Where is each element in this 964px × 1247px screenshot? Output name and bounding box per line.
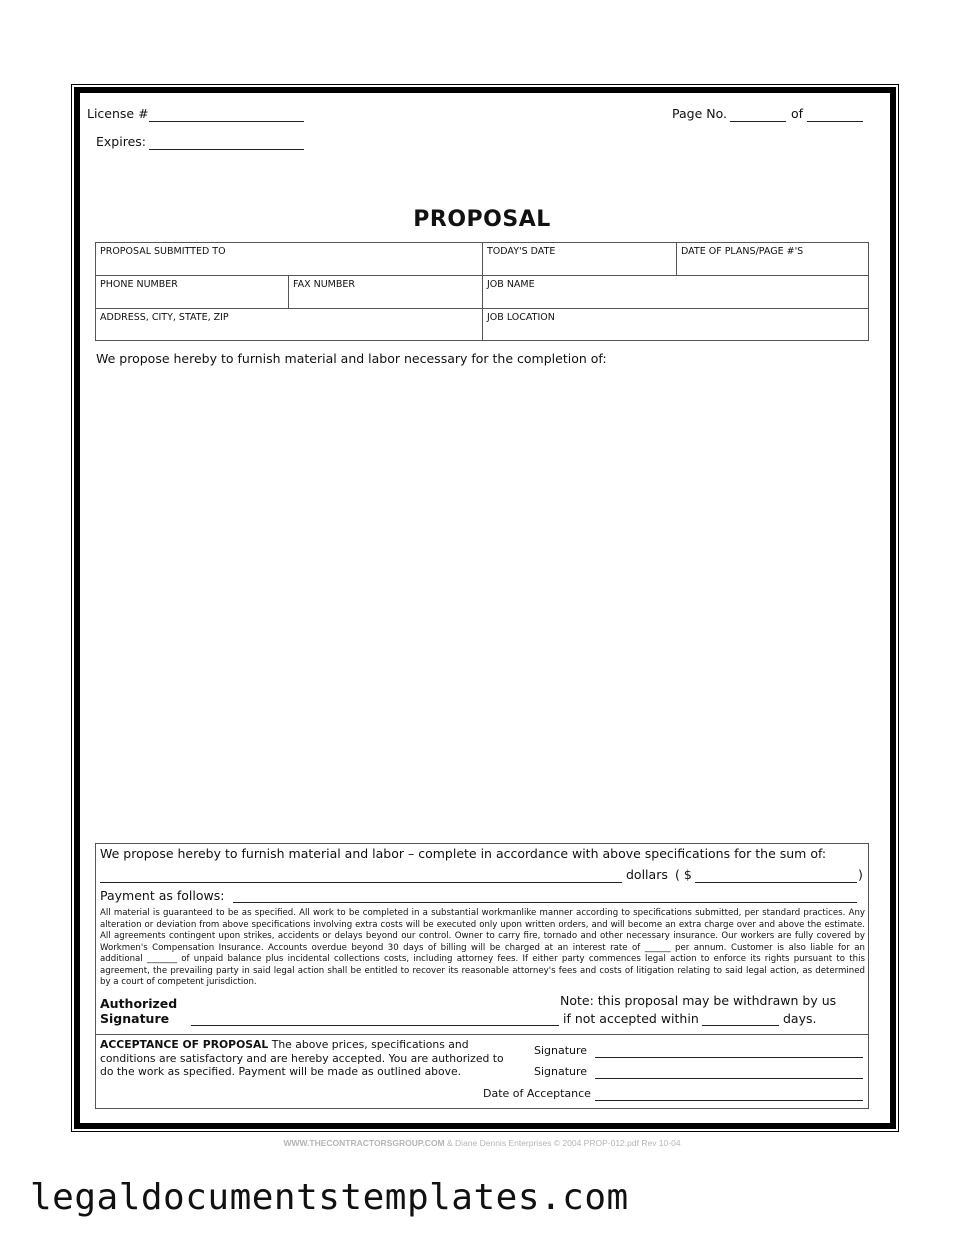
address-label: ADDRESS, CITY, STATE, ZIP	[100, 312, 229, 323]
job-name-cell[interactable]	[482, 275, 869, 309]
acceptance-heading: ACCEPTANCE OF PROPOSAL	[100, 1038, 269, 1051]
phone-cell[interactable]	[95, 275, 289, 309]
of-label: of	[791, 106, 804, 121]
signature-label-1: Signature	[534, 1044, 588, 1057]
authorized-label-1: Authorized	[100, 996, 178, 1011]
job-name-label: JOB NAME	[487, 279, 535, 290]
date-of-acceptance-label: Date of Acceptance	[483, 1087, 591, 1100]
dollar-open: ( $	[675, 867, 692, 882]
footer-site: WWW.THECONTRACTORSGROUP.COM	[283, 1138, 445, 1148]
days-field[interactable]	[702, 1025, 779, 1026]
license-field[interactable]	[149, 121, 304, 122]
submitted-to-label: PROPOSAL SUBMITTED TO	[100, 246, 226, 257]
signature-label-2: Signature	[534, 1065, 588, 1078]
payment-field[interactable]	[233, 902, 857, 903]
license-label: License #	[87, 106, 149, 121]
authorized-signature-field[interactable]	[191, 1025, 559, 1026]
expires-field[interactable]	[149, 149, 304, 150]
job-location-label: JOB LOCATION	[487, 312, 555, 323]
page-no-field[interactable]	[730, 121, 786, 122]
payment-label: Payment as follows:	[100, 888, 225, 903]
acceptance-text: The above prices, specifications and conditions are satisfactory and are hereby accepted. You are authorized to do the work as specified. Payment will be made as outlined above.	[100, 1038, 504, 1078]
page-title: PROPOSAL	[413, 207, 551, 232]
customer-signature-2-field[interactable]	[595, 1078, 863, 1079]
date-of-plans-cell[interactable]	[676, 242, 869, 276]
fax-cell[interactable]	[288, 275, 483, 309]
work-description-area[interactable]	[95, 372, 869, 837]
fax-label: FAX NUMBER	[293, 279, 355, 290]
dollars-label: dollars	[626, 867, 668, 882]
job-location-cell[interactable]	[482, 308, 869, 341]
terms-text: All material is guaranteed to be as specified. All work to be completed in a substantial workmanlike manner according to specifications submitted, per standard practices. Any alteration or deviation from above specifications involving extra costs will be executed only upon written orders, and will become an extra charge over and above the estimate. All agreements contingent upon strikes, accidents or delays beyond our control. Owner to carry fire, tornado and other necessary insurance. Our workers are fully covered by Workmen's Compensation Insurance. Accounts overdue beyond 30 days of billing will be charged at an interest rate of ______ per annum. Customer is also liable for an additional _______ of unpaid balance plus incidental collections costs, including attorney fees. If either party commences legal action to enforce its rights pursuant to this agreement, the prevailing party in said legal action shall be entitled to recover its reasonable attorney's fees and costs of litigation relating to said legal action, as determined by a court of competent jurisdiction.	[100, 908, 865, 987]
sum-words-field[interactable]	[100, 882, 622, 883]
expires-label: Expires:	[96, 134, 146, 149]
page-total-field[interactable]	[807, 121, 863, 122]
date-of-acceptance-field[interactable]	[595, 1100, 863, 1101]
footer-rest: & Diane Dennis Enterprises © 2004 PROP-012.pdf Rev 10-04	[447, 1138, 681, 1148]
intro-text: We propose hereby to furnish material and labor necessary for the completion of:	[96, 351, 607, 366]
phone-label: PHONE NUMBER	[100, 279, 178, 290]
customer-signature-1-field[interactable]	[595, 1057, 863, 1058]
todays-date-cell[interactable]	[482, 242, 677, 276]
submitted-to-cell[interactable]	[95, 242, 483, 276]
footer	[0, 1138, 964, 1148]
acceptance-divider	[95, 1034, 869, 1035]
todays-date-label: TODAY'S DATE	[487, 246, 556, 257]
dollar-close: )	[858, 867, 863, 882]
page-no-label: Page No.	[672, 106, 727, 121]
watermark: legaldocumentstemplates.com	[30, 1177, 629, 1218]
sum-statement: We propose hereby to furnish material and labor – complete in accordance with above specifications for the sum of:	[100, 846, 827, 861]
note-line-2b: days.	[783, 1011, 817, 1026]
authorized-label-2: Signature	[100, 1011, 170, 1026]
date-of-plans-label: DATE OF PLANS/PAGE #'S	[681, 246, 804, 257]
address-cell[interactable]	[95, 308, 483, 341]
acceptance-block	[100, 1038, 510, 1079]
sum-amount-field[interactable]	[695, 882, 857, 883]
note-line-1: Note: this proposal may be withdrawn by us	[560, 993, 837, 1008]
note-line-2a: if not accepted within	[563, 1011, 699, 1026]
